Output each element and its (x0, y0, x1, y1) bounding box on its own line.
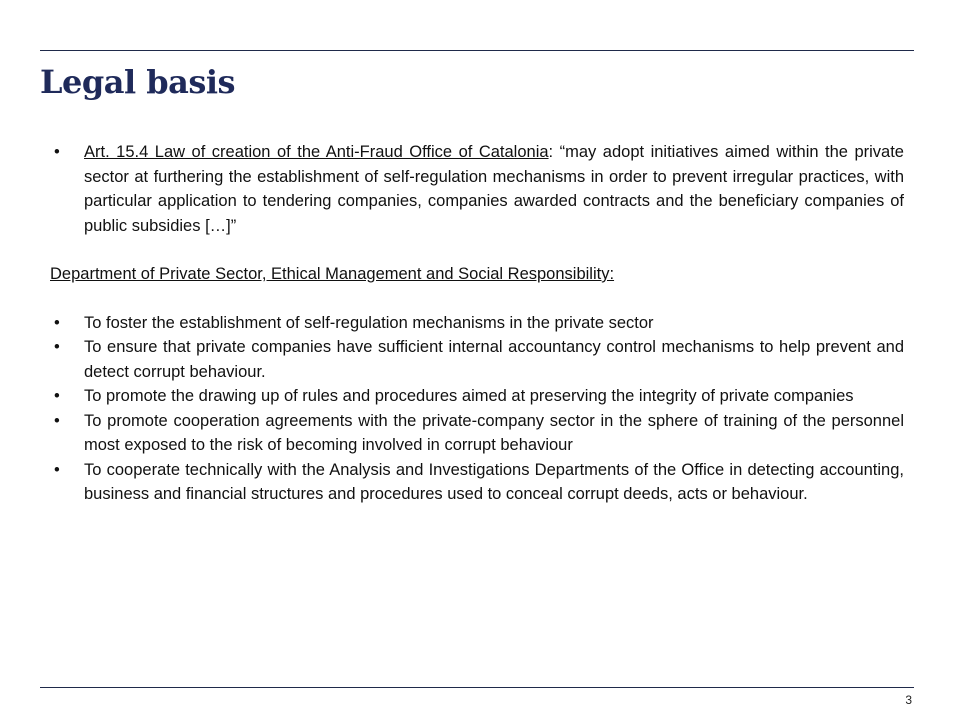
article-quote: “may adopt initiatives aimed within the private sector at furthering the establishment of self-regulation mechanisms in order to prevent irregular practices, with particular application to tendering companies, companies awarded contracts and the beneficiary companies of public subsidies […]” (84, 143, 904, 235)
top-divider (40, 50, 914, 51)
list-item (50, 409, 904, 458)
bullet-dot: • (54, 313, 60, 332)
list-item (50, 311, 904, 336)
list-item-text: To promote the drawing up of rules and procedures aimed at preserving the integrity of private companies (84, 387, 854, 405)
list-item-text: To ensure that private companies have sufficient internal accountancy control mechanisms to help prevent and detect corrupt behaviour. (84, 338, 904, 381)
article-reference: Art. 15.4 Law of creation of the Anti-Fraud Office of Catalonia (84, 143, 549, 161)
list-item (50, 335, 904, 384)
slide-title: Legal basis (40, 63, 236, 101)
list-item-text: To promote cooperation agreements with the private-company sector in the sphere of training of the personnel most exposed to the risk of becoming involved in corrupt behaviour (84, 411, 904, 454)
list-item (50, 458, 904, 507)
bullet-dot: • (54, 387, 60, 405)
article-bullet (50, 140, 904, 238)
list-item-text: To foster the establishment of self-regulation mechanisms in the private sector (84, 313, 654, 332)
article-separator: : (548, 143, 560, 161)
bullet-dot: • (54, 460, 60, 479)
bottom-divider (40, 687, 914, 688)
page-number: 3 (905, 693, 912, 707)
bullet-dot: • (54, 338, 60, 356)
bullet-dot: • (54, 411, 60, 430)
department-heading: Department of Private Sector, Ethical Management and Social Responsibility: (50, 265, 615, 283)
bullet-dot: • (54, 143, 60, 161)
slide-content (50, 140, 904, 507)
list-item (50, 384, 904, 409)
list-item-text: To cooperate technically with the Analysis and Investigations Departments of the Office in detecting accounting, business and financial structures and procedures used to conceal corrupt deeds, acts or behaviour. (84, 460, 904, 503)
